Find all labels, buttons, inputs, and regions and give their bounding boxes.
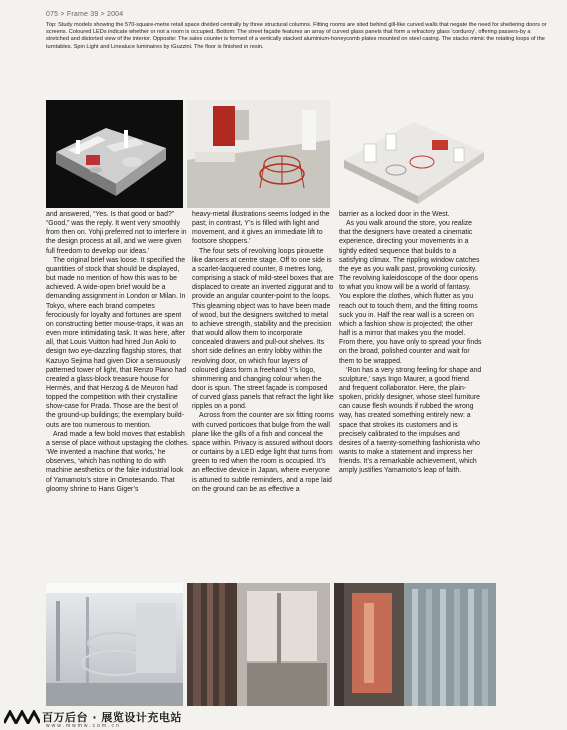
study-model-photo-2: [187, 100, 330, 208]
paragraph: and answered, “Yes. Is that good or bad?” “Good,” was the reply. It went very smoothly from then on. Yohji preferred not to interfere in the design process at all, and we were given full freedom to develop our ideas.’: [46, 211, 187, 255]
site-logo-icon: [4, 710, 40, 724]
study-model-photo-3: [334, 100, 496, 208]
paragraph: Arad made a few bold moves that establish a sense of place without upstaging the clothes. ‘We invented a machine that works,’ he observes, ‘which has nothing to do with machine aesthetics or the fake industrial look of Yamamoto’s store in Omotesando. That gloomy shrine to Hans Giger’s: [46, 430, 189, 493]
watermark-url: www.mwmw.com.cn: [46, 723, 121, 729]
text-column-2: [192, 210, 335, 494]
paragraph: barrier as a locked door in the West.: [339, 211, 450, 218]
text-column-1: [46, 210, 189, 494]
paragraph: The four sets of revolving loops pirouette like dancers at centre stage. Off to one side is a scarlet-lacquered counter, 8 metres long, comprising a stack of mild-steel boxes that are displaced to create an inverted ziggurat and to provide an angular counter-point to the loops. This gleaming object was to have been made of wood, but the designers switched to metal to achieve strength, stability and the precision that would allow them to incorporate concealed drawers and pull-out shelves. Its short side defines an entry lobby within the revolving door, on which four layers of coloured glass form a freehand Y’s logo, shimmering and changing colour when the door is spun. The street façade is composed of curved glass panels that refract the light like ripples on a pond.: [192, 247, 334, 411]
storefront-photo: [334, 583, 496, 706]
study-model-photo-1: [46, 100, 183, 208]
watermark-text: 百万后台 · 展览设计充电站: [42, 711, 182, 724]
interior-photo-1: [46, 583, 183, 706]
footer-watermark: [0, 706, 567, 730]
paragraph: ‘Ron has a very strong feeling for shape and sculpture,’ says Ingo Maurer, a good friend and frequent collaborator. Here, the plain-spoken, prickly designer, whose steel furniture can cause flesh wounds if rubbed the wrong way, has created something entirely new: a space that strokes its customers and is precisely calibrated to the impulses and desires of a twenty-something fashionista who wants to make a statement and impress her friends. It’s a remarkable achievement, which amply justifies Yamamoto’s leap of faith.: [339, 366, 482, 475]
paragraph: As you walk around the store, you realize that the designers have created a cinematic experience, directing your movements in a tightly edited sequence that builds to a satisfying climax. The rippling window catches the eye as you walk past, provoking curiosity. The revolving kaleidoscope of the door opens to what you know will be a world of fantasy. You explore the clothes, which flutter as you reach out to touch them, and the fitting rooms suck you in. Half the rear wall is a screen on which a fashion show is projected; the other half is a mirror that makes you the model. From there, you have only to spread your finds on the broad, polished counter and wait for them to be wrapped.: [339, 220, 482, 365]
paragraph: The original brief was loose. It specified the quantities of stock that should be displayed, but made no mention of how this was to be achieved. A wide-open brief would be a demanding assignment in London or Milan. In Tokyo, where each brand competes ferociously for loyalty and fortunes are spent on constructing better mouse-traps, it was an even more intimidating task. It was here, after all, that Louis Vuitton had hired Jun Aoki to design two eye-dazzling flagship stores, that Kazuyo Sejima had given Dior a sensuously patterned tower of light, that Renzo Piano had created a glass-block treasure house for Hermès, and that Herzog & de Meuron had topped the competition with their crystalline show-case for Prada. Those are the best of the ground-up buildings; the exemplary build-outs are too numerous to mention.: [46, 256, 187, 429]
running-head: 075 > Frame 39 > 2004: [46, 11, 124, 18]
text-column-3: [339, 210, 482, 476]
paragraph: Across from the counter are six fitting rooms with curved porticoes that bulge from the wall plane like the gills of a fish and conceal the space within. Privacy is assured without doors or curtains by a LED edge light that turns from green to red when the room is occupied. It’s an effective device in Japan, where everyone is attuned to subtle reminders, and a rope laid on the ground can be as effective a: [192, 412, 334, 493]
paragraph: heavy-metal illustrations seems lodged in the past; in contrast, Y’s is filled with light and movement, and it gives an immediate lift to footsore shoppers.’: [192, 211, 330, 246]
figure-caption: Top: Study models showing the 570-square-metre retail space divided centrally by three structural columns. Fitting rooms are sited behind gill-like curved walls that negate the need for sheltering doors or screens. Coloured LEDs indicate whether or not a room is occupied. Bottom: The street façade features an array of curved glass panels that form a refractory glass 'corduroy', offering passers-by a stretched and distorted view of the interior. Opposite: The sales counter is formed of a vertically stacked aluminium-honeycomb plates mounted on steel casing. The stacks mimic the rotating loops of the turntables. Spin Light and Linealuce luminaires by iGuzzini. The floor is finished in resin.: [46, 22, 547, 50]
interior-photo-2: [187, 583, 330, 706]
